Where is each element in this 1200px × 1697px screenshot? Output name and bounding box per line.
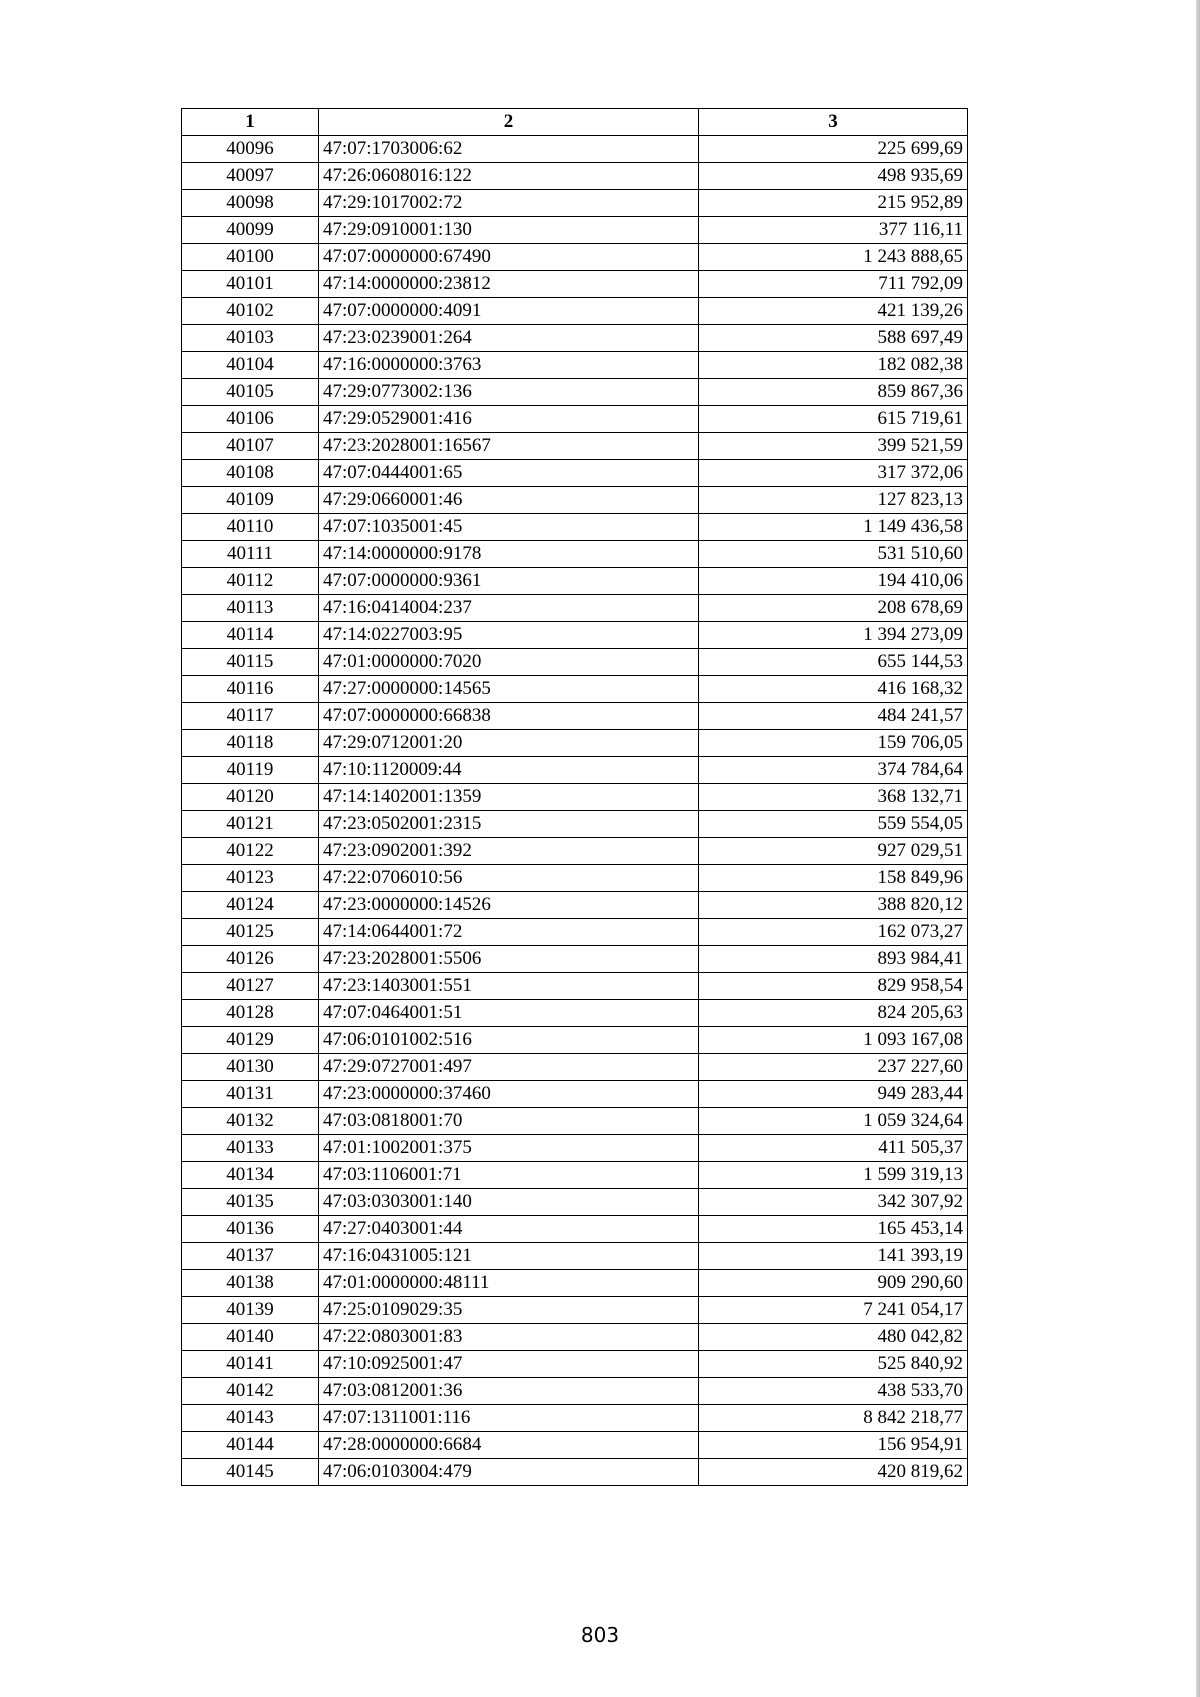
value-cell: 480 042,82 (699, 1324, 968, 1351)
value-cell: 342 307,92 (699, 1189, 968, 1216)
value-cell: 893 984,41 (699, 946, 968, 973)
table-row (182, 703, 968, 730)
cadastral-number-cell: 47:07:0464001:51 (319, 1000, 699, 1027)
cadastral-number-cell: 47:14:0227003:95 (319, 622, 699, 649)
cadastral-number-cell: 47:07:0000000:4091 (319, 298, 699, 325)
table-row (182, 973, 968, 1000)
table-row (182, 1054, 968, 1081)
row-number-cell: 40130 (182, 1054, 319, 1081)
row-number-cell: 40102 (182, 298, 319, 325)
row-number-cell: 40134 (182, 1162, 319, 1189)
row-number-cell: 40140 (182, 1324, 319, 1351)
value-cell: 421 139,26 (699, 298, 968, 325)
table-row (182, 919, 968, 946)
table-row (182, 622, 968, 649)
value-cell: 368 132,71 (699, 784, 968, 811)
cadastral-number-cell: 47:06:0101002:516 (319, 1027, 699, 1054)
row-number-cell: 40139 (182, 1297, 319, 1324)
table-row (182, 838, 968, 865)
cadastral-number-cell: 47:03:0812001:36 (319, 1378, 699, 1405)
cadastral-number-cell: 47:01:0000000:48111 (319, 1270, 699, 1297)
table-row (182, 1297, 968, 1324)
cadastral-number-cell: 47:14:0000000:9178 (319, 541, 699, 568)
value-cell: 824 205,63 (699, 1000, 968, 1027)
cadastral-number-cell: 47:23:0000000:14526 (319, 892, 699, 919)
table-row (182, 784, 968, 811)
cadastral-number-cell: 47:28:0000000:6684 (319, 1432, 699, 1459)
value-cell: 1 093 167,08 (699, 1027, 968, 1054)
table-row (182, 136, 968, 163)
column-header-2: 2 (319, 109, 699, 136)
cadastral-number-cell: 47:03:0818001:70 (319, 1108, 699, 1135)
cadastral-number-cell: 47:07:1035001:45 (319, 514, 699, 541)
value-cell: 615 719,61 (699, 406, 968, 433)
table-row (182, 676, 968, 703)
row-number-cell: 40112 (182, 568, 319, 595)
table-row (182, 1216, 968, 1243)
cadastral-number-cell: 47:07:1311001:116 (319, 1405, 699, 1432)
cadastral-number-cell: 47:14:1402001:1359 (319, 784, 699, 811)
value-cell: 127 823,13 (699, 487, 968, 514)
table-row (182, 1081, 968, 1108)
value-cell: 525 840,92 (699, 1351, 968, 1378)
row-number-cell: 40126 (182, 946, 319, 973)
row-number-cell: 40117 (182, 703, 319, 730)
row-number-cell: 40123 (182, 865, 319, 892)
value-cell: 215 952,89 (699, 190, 968, 217)
cadastral-number-cell: 47:23:2028001:5506 (319, 946, 699, 973)
table-row (182, 1378, 968, 1405)
value-cell: 399 521,59 (699, 433, 968, 460)
row-number-cell: 40116 (182, 676, 319, 703)
row-number-cell: 40098 (182, 190, 319, 217)
value-cell: 859 867,36 (699, 379, 968, 406)
row-number-cell: 40104 (182, 352, 319, 379)
row-number-cell: 40114 (182, 622, 319, 649)
row-number-cell: 40135 (182, 1189, 319, 1216)
value-cell: 225 699,69 (699, 136, 968, 163)
table-row (182, 757, 968, 784)
column-header-1: 1 (182, 109, 319, 136)
value-cell: 1 243 888,65 (699, 244, 968, 271)
table-row (182, 1459, 968, 1486)
cadastral-number-cell: 47:22:0706010:56 (319, 865, 699, 892)
table-row (182, 271, 968, 298)
row-number-cell: 40110 (182, 514, 319, 541)
cadastral-number-cell: 47:29:0727001:497 (319, 1054, 699, 1081)
cadastral-number-cell: 47:07:0000000:9361 (319, 568, 699, 595)
row-number-cell: 40141 (182, 1351, 319, 1378)
row-number-cell: 40105 (182, 379, 319, 406)
cadastral-number-cell: 47:29:0660001:46 (319, 487, 699, 514)
table-row (182, 730, 968, 757)
table-row (182, 811, 968, 838)
value-cell: 388 820,12 (699, 892, 968, 919)
cadastral-number-cell: 47:23:0502001:2315 (319, 811, 699, 838)
table-row (182, 946, 968, 973)
row-number-cell: 40099 (182, 217, 319, 244)
row-number-cell: 40096 (182, 136, 319, 163)
value-cell: 531 510,60 (699, 541, 968, 568)
value-cell: 141 393,19 (699, 1243, 968, 1270)
value-cell: 237 227,60 (699, 1054, 968, 1081)
value-cell: 162 073,27 (699, 919, 968, 946)
table-row (182, 406, 968, 433)
cadastral-number-cell: 47:16:0431005:121 (319, 1243, 699, 1270)
value-cell: 711 792,09 (699, 271, 968, 298)
cadastral-number-cell: 47:01:0000000:7020 (319, 649, 699, 676)
table-row (182, 1000, 968, 1027)
row-number-cell: 40121 (182, 811, 319, 838)
row-number-cell: 40120 (182, 784, 319, 811)
cadastral-number-cell: 47:23:0000000:37460 (319, 1081, 699, 1108)
cadastral-number-cell: 47:16:0414004:237 (319, 595, 699, 622)
row-number-cell: 40136 (182, 1216, 319, 1243)
row-number-cell: 40101 (182, 271, 319, 298)
value-cell: 420 819,62 (699, 1459, 968, 1486)
row-number-cell: 40115 (182, 649, 319, 676)
value-cell: 377 116,11 (699, 217, 968, 244)
value-cell: 1 059 324,64 (699, 1108, 968, 1135)
row-number-cell: 40144 (182, 1432, 319, 1459)
cadastral-number-cell: 47:23:1403001:551 (319, 973, 699, 1000)
table-row (182, 1432, 968, 1459)
table-row (182, 163, 968, 190)
cadastral-number-cell: 47:07:0000000:66838 (319, 703, 699, 730)
table-row (182, 1351, 968, 1378)
row-number-cell: 40128 (182, 1000, 319, 1027)
row-number-cell: 40124 (182, 892, 319, 919)
row-number-cell: 40127 (182, 973, 319, 1000)
row-number-cell: 40138 (182, 1270, 319, 1297)
table-row (182, 514, 968, 541)
cadastral-number-cell: 47:23:0902001:392 (319, 838, 699, 865)
table-row (182, 1027, 968, 1054)
cadastral-number-cell: 47:29:1017002:72 (319, 190, 699, 217)
table-row (182, 460, 968, 487)
cadastral-number-cell: 47:10:0925001:47 (319, 1351, 699, 1378)
value-cell: 909 290,60 (699, 1270, 968, 1297)
table-row (182, 541, 968, 568)
cadastral-number-cell: 47:07:0000000:67490 (319, 244, 699, 271)
value-cell: 159 706,05 (699, 730, 968, 757)
value-cell: 438 533,70 (699, 1378, 968, 1405)
table-row (182, 1108, 968, 1135)
cadastral-number-cell: 47:10:1120009:44 (319, 757, 699, 784)
cadastral-number-cell: 47:23:0239001:264 (319, 325, 699, 352)
value-cell: 927 029,51 (699, 838, 968, 865)
row-number-cell: 40133 (182, 1135, 319, 1162)
value-cell: 182 082,38 (699, 352, 968, 379)
row-number-cell: 40122 (182, 838, 319, 865)
cadastral-number-cell: 47:14:0000000:23812 (319, 271, 699, 298)
value-cell: 317 372,06 (699, 460, 968, 487)
page-edge (1196, 0, 1200, 1697)
row-number-cell: 40100 (182, 244, 319, 271)
table-row (182, 1243, 968, 1270)
row-number-cell: 40109 (182, 487, 319, 514)
row-number-cell: 40111 (182, 541, 319, 568)
value-cell: 829 958,54 (699, 973, 968, 1000)
value-cell: 8 842 218,77 (699, 1405, 968, 1432)
value-cell: 416 168,32 (699, 676, 968, 703)
row-number-cell: 40143 (182, 1405, 319, 1432)
cadastral-number-cell: 47:07:0444001:65 (319, 460, 699, 487)
table-row (182, 595, 968, 622)
cadastral-number-cell: 47:29:0529001:416 (319, 406, 699, 433)
value-cell: 655 144,53 (699, 649, 968, 676)
value-cell: 208 678,69 (699, 595, 968, 622)
table-row (182, 379, 968, 406)
cadastral-number-cell: 47:29:0910001:130 (319, 217, 699, 244)
row-number-cell: 40106 (182, 406, 319, 433)
table-row (182, 190, 968, 217)
value-cell: 949 283,44 (699, 1081, 968, 1108)
cadastral-number-cell: 47:06:0103004:479 (319, 1459, 699, 1486)
cadastral-number-cell: 47:27:0000000:14565 (319, 676, 699, 703)
value-cell: 7 241 054,17 (699, 1297, 968, 1324)
value-cell: 156 954,91 (699, 1432, 968, 1459)
row-number-cell: 40125 (182, 919, 319, 946)
row-number-cell: 40145 (182, 1459, 319, 1486)
row-number-cell: 40107 (182, 433, 319, 460)
row-number-cell: 40113 (182, 595, 319, 622)
value-cell: 1 394 273,09 (699, 622, 968, 649)
value-cell: 559 554,05 (699, 811, 968, 838)
cadastral-number-cell: 47:26:0608016:122 (319, 163, 699, 190)
cadastral-number-cell: 47:22:0803001:83 (319, 1324, 699, 1351)
row-number-cell: 40132 (182, 1108, 319, 1135)
table-row (182, 1189, 968, 1216)
value-cell: 1 149 436,58 (699, 514, 968, 541)
table-row (182, 298, 968, 325)
cadastral-number-cell: 47:03:1106001:71 (319, 1162, 699, 1189)
table-row (182, 217, 968, 244)
cadastral-number-cell: 47:16:0000000:3763 (319, 352, 699, 379)
row-number-cell: 40108 (182, 460, 319, 487)
table-row (182, 244, 968, 271)
table-row (182, 325, 968, 352)
value-cell: 165 453,14 (699, 1216, 968, 1243)
value-cell: 158 849,96 (699, 865, 968, 892)
cadastral-number-cell: 47:07:1703006:62 (319, 136, 699, 163)
cadastral-number-cell: 47:23:2028001:16567 (319, 433, 699, 460)
cadastral-number-cell: 47:29:0773002:136 (319, 379, 699, 406)
table-row (182, 1135, 968, 1162)
table-row (182, 1270, 968, 1297)
value-cell: 194 410,06 (699, 568, 968, 595)
table-row (182, 487, 968, 514)
row-number-cell: 40119 (182, 757, 319, 784)
table-row (182, 865, 968, 892)
cadastral-number-cell: 47:14:0644001:72 (319, 919, 699, 946)
row-number-cell: 40142 (182, 1378, 319, 1405)
value-cell: 1 599 319,13 (699, 1162, 968, 1189)
cadastral-number-cell: 47:03:0303001:140 (319, 1189, 699, 1216)
column-header-3: 3 (699, 109, 968, 136)
table-row (182, 1324, 968, 1351)
cadastral-number-cell: 47:01:1002001:375 (319, 1135, 699, 1162)
table-row (182, 1405, 968, 1432)
table-body (182, 136, 968, 1486)
table-row (182, 1162, 968, 1189)
data-table (181, 108, 968, 1486)
value-cell: 411 505,37 (699, 1135, 968, 1162)
table-row (182, 892, 968, 919)
table-row (182, 568, 968, 595)
cadastral-number-cell: 47:27:0403001:44 (319, 1216, 699, 1243)
table-row (182, 649, 968, 676)
table-header-row (182, 109, 968, 136)
value-cell: 498 935,69 (699, 163, 968, 190)
row-number-cell: 40097 (182, 163, 319, 190)
row-number-cell: 40131 (182, 1081, 319, 1108)
row-number-cell: 40137 (182, 1243, 319, 1270)
cadastral-number-cell: 47:29:0712001:20 (319, 730, 699, 757)
table-row (182, 433, 968, 460)
value-cell: 484 241,57 (699, 703, 968, 730)
table-row (182, 352, 968, 379)
row-number-cell: 40118 (182, 730, 319, 757)
value-cell: 374 784,64 (699, 757, 968, 784)
page-number: 803 (580, 1623, 620, 1647)
row-number-cell: 40103 (182, 325, 319, 352)
value-cell: 588 697,49 (699, 325, 968, 352)
row-number-cell: 40129 (182, 1027, 319, 1054)
cadastral-number-cell: 47:25:0109029:35 (319, 1297, 699, 1324)
